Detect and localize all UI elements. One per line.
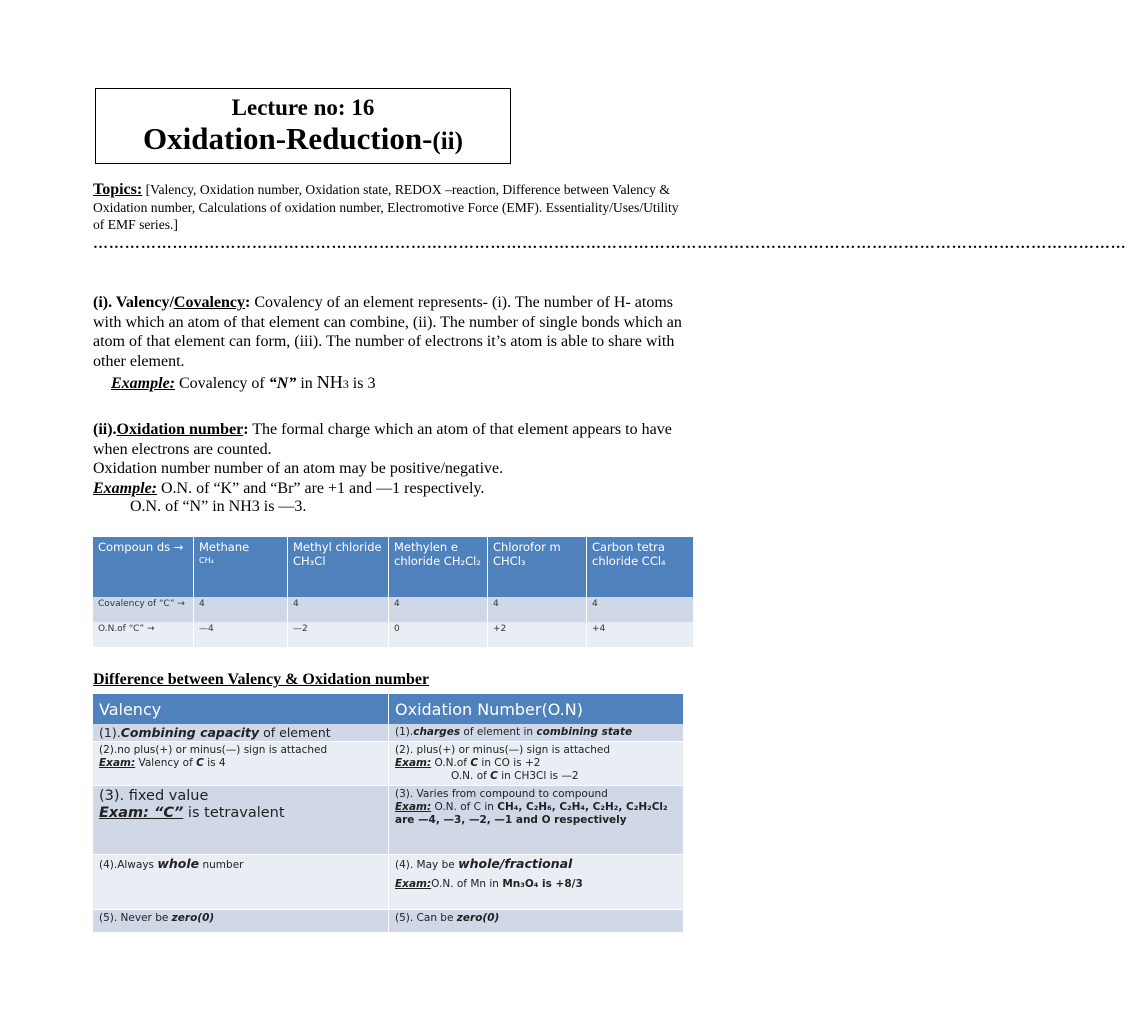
cell-text: CH₄, C₂H₆, C₂H₄, C₂H₂, C₂H₂Cl₂ are —4, —3, —2, —1 and O respectively — [395, 801, 668, 826]
table-cell — [389, 855, 684, 910]
header-cell — [587, 537, 694, 597]
table-cell — [389, 742, 684, 786]
table-cell: 4 — [288, 597, 389, 622]
header-valency: Valency — [93, 694, 389, 724]
table-cell: O.N.of “C” → — [93, 622, 194, 647]
example-label: Example: — [93, 479, 157, 497]
cell-text: Mn₃O₄ — [502, 878, 539, 890]
example-n: “N” — [268, 375, 297, 392]
header-oxidation-number: Oxidation Number(O.N) — [389, 694, 684, 724]
title-part: (ii) — [432, 128, 463, 155]
table-cell — [93, 786, 389, 855]
section2-colon: : — [243, 421, 249, 438]
cell-text: of element in — [460, 726, 537, 738]
cell-text: Exam: — [395, 878, 432, 890]
cell-text: C — [490, 770, 498, 782]
difference-heading: Difference between Valency & Oxidation number — [93, 671, 430, 688]
table-cell: —4 — [194, 622, 288, 647]
table-cell: +4 — [587, 622, 694, 647]
table-cell — [389, 724, 684, 742]
example-text: O.N. of “K” and “Br” are +1 and —1 respectively. — [157, 479, 485, 497]
cell-text: (5). Can be — [395, 912, 457, 924]
example-text: in — [296, 375, 317, 392]
cell-text: whole — [157, 856, 200, 871]
header-sub: CH₄ — [199, 556, 214, 565]
example-text: is 3 — [348, 375, 376, 392]
cell-text: O.N. of Mn in — [431, 878, 503, 890]
topics-text: [Valency, Oxidation number, Oxidation state, REDOX –reaction, Difference between Valency & Oxidation number, Calculations of oxidation number, Electromotive Force (EMF). Essentiality/Uses/Utility of EMF series.] — [93, 182, 679, 232]
cell-text: (4). May be — [395, 859, 459, 871]
table-row — [93, 910, 684, 933]
section2-example2: O.N. of “N” in NH3 is —3. — [130, 498, 307, 515]
header-label: Chlorofor m CHCl₃ — [493, 540, 561, 568]
section2-heading-u: Oxidation number — [116, 421, 244, 438]
section2-prefix: (ii). — [93, 421, 117, 438]
title-box — [95, 88, 511, 164]
header-label: Methyl chloride CH₃Cl — [293, 540, 382, 568]
section-oxidation-number — [93, 420, 683, 498]
section2-text: The formal charge which an atom of that element appears to have when electrons are counted. — [93, 421, 672, 458]
cell-text: Valency of — [135, 757, 197, 769]
compounds-table — [93, 537, 694, 647]
section1-prefix: (i). Valency/ — [93, 294, 174, 311]
cell-text: (3). fixed value — [99, 788, 209, 804]
cell-text: Exam: — [395, 757, 432, 769]
cell-text: is tetravalent — [183, 805, 285, 821]
cell-text: (4).Always — [99, 859, 158, 871]
table-cell: 0 — [389, 622, 488, 647]
section2-heading — [93, 421, 249, 438]
table-cell: 4 — [587, 597, 694, 622]
cell-text: in CO is +2 — [478, 757, 541, 769]
header-label: Carbon tetra chloride CCl₄ — [592, 540, 666, 568]
table-cell — [389, 786, 684, 855]
table-cell: —2 — [288, 622, 389, 647]
lecture-number: Lecture no: 16 — [231, 95, 375, 120]
section-valency — [93, 293, 683, 371]
section1-heading-u: Covalency — [173, 294, 245, 311]
table-cell — [389, 910, 684, 933]
title-main: Oxidation-Reduction- — [143, 121, 433, 156]
cell-text: (1). — [99, 725, 121, 740]
cell-text: C — [196, 757, 204, 769]
cell-text: (5). Never be — [99, 912, 172, 924]
header-label: Methane — [199, 540, 250, 554]
table-cell: Covalency of “C” → — [93, 597, 194, 622]
header-label: Compoun ds → — [98, 540, 184, 554]
cell-text: O.N. of C in — [431, 801, 498, 813]
table-cell — [93, 855, 389, 910]
cell-text: (1). — [395, 726, 414, 738]
cell-text: (2). plus(+) or minus(—) sign is attached — [395, 744, 611, 756]
cell-text: C — [470, 757, 479, 769]
section1-example — [111, 372, 375, 393]
cell-text: charges — [413, 726, 461, 738]
example-label: Example: — [111, 375, 175, 392]
cell-text: combining state — [536, 726, 633, 738]
cell-text: zero(0) — [456, 912, 500, 924]
section1-colon: : — [245, 294, 251, 311]
cell-text: is 4 — [203, 757, 226, 769]
table-cell: 4 — [389, 597, 488, 622]
cell-text: zero(0) — [171, 912, 215, 924]
cell-text: (2).no plus(+) or minus(—) sign is attached — [99, 744, 328, 756]
section1-heading — [93, 294, 250, 311]
cell-text: (3). Varies from compound to compound — [395, 788, 608, 800]
cell-text: number — [199, 859, 244, 871]
topics — [93, 181, 693, 234]
difference-table — [93, 694, 684, 933]
header-cell — [389, 537, 488, 597]
cell-example — [395, 878, 583, 891]
lecture-title — [96, 121, 510, 160]
table-cell: 4 — [488, 597, 587, 622]
section2-text2: Oxidation number number of an atom may be positive/negative. — [93, 460, 504, 477]
table-cell: +2 — [488, 622, 587, 647]
example-nh: NH — [316, 372, 343, 392]
table-row — [93, 742, 684, 786]
table-row — [93, 855, 684, 910]
table-cell: 4 — [194, 597, 288, 622]
example-text: Covalency of — [175, 375, 269, 392]
table-row — [93, 724, 684, 742]
header-cell — [288, 537, 389, 597]
cell-text: O.N.of — [431, 757, 471, 769]
cell-text: is +8/3 — [538, 878, 583, 890]
table-cell — [93, 724, 389, 742]
section1-text: Covalency of an element represents- (i). The number of H- atoms with which an atom of that element can combine, (ii). The number of single bonds which an atom of that element can form, (iii). The number of electrons it’s atom is able to share with other element. — [93, 294, 682, 370]
table-cell — [93, 910, 389, 933]
example-sub: 3 — [342, 377, 349, 391]
cell-text: O.N. of — [451, 770, 491, 782]
cell-text: of element — [259, 725, 331, 740]
table-row — [93, 622, 694, 647]
cell-text: Exam: — [395, 801, 432, 813]
cell-text: Exam: “C” — [99, 805, 184, 821]
header-cell — [194, 537, 288, 597]
cell-text: in CH3Cl is —2 — [497, 770, 579, 782]
header-cell — [93, 537, 194, 597]
header-cell — [488, 537, 587, 597]
cell-text: whole/fractional — [458, 856, 573, 871]
dotted-divider: …………………………………………………………………………………………………………………………………………………………………………… — [93, 236, 1127, 252]
header-label: Methylen e chloride CH₂Cl₂ — [394, 540, 481, 568]
cell-text: Exam: — [99, 757, 136, 769]
cell-text: Combining capacity — [120, 725, 260, 740]
table-row — [93, 597, 694, 622]
table-row — [93, 786, 684, 855]
table-cell — [93, 742, 389, 786]
topics-label: Topics: — [93, 181, 143, 198]
